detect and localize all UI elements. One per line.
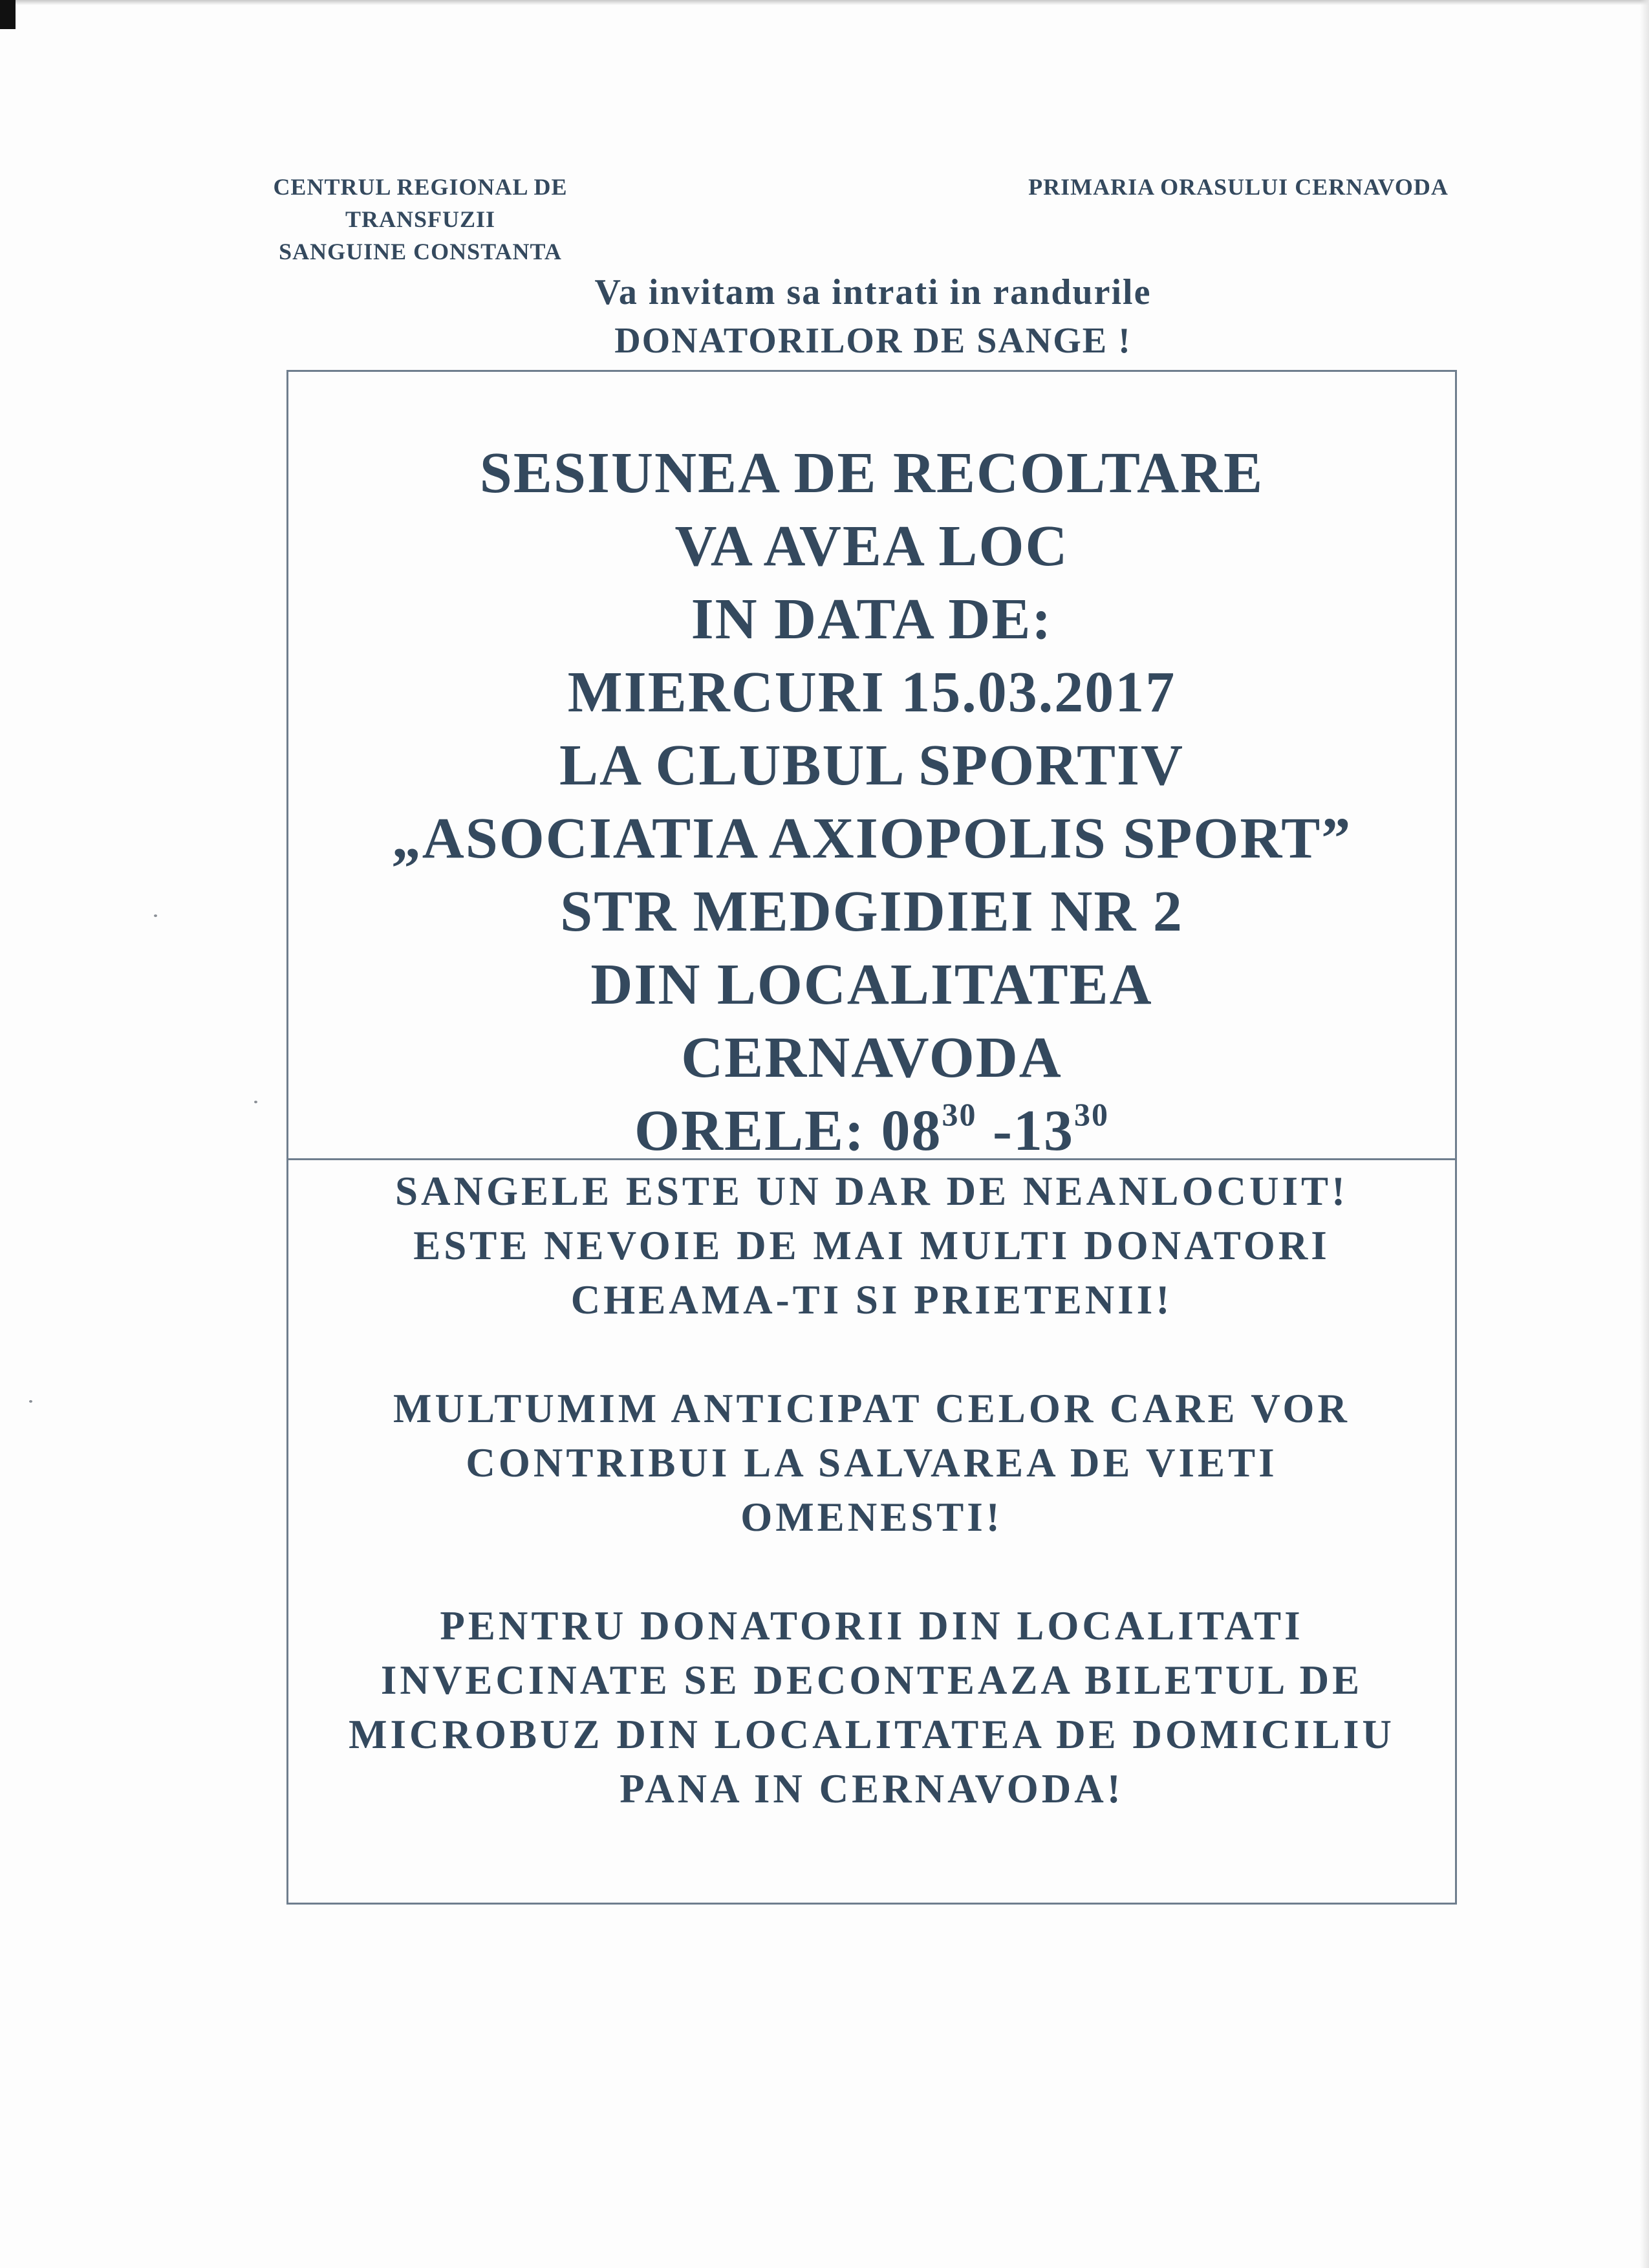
header-left-line: SANGUINE CONSTANTA [279,239,562,265]
message-line: ESTE NEVOIE DE MAI MULTI DONATORI [413,1223,1330,1268]
message-line: CHEAMA-TI SI PRIETENII! [570,1277,1173,1323]
invitation-line: DONATORILOR DE SANGE ! [614,321,1132,361]
invitation-line: Va invitam sa intrati in randurile [594,272,1152,312]
session-line: SESIUNEA DE RECOLTARE [479,441,1264,505]
session-line: LA CLUBUL SPORTIV [559,733,1185,797]
scan-speck [254,1101,257,1103]
message-line: PANA IN CERNAVODA! [620,1766,1124,1811]
scan-edge-right [1640,0,1649,2268]
session-address: STR MEDGIDIEI NR 2 [560,880,1183,944]
hours-start-minutes: 30 [942,1096,977,1132]
scan-speck [29,1400,32,1403]
session-announcement [288,437,1455,1167]
header-organizer-right: PRIMARIA ORASULUI CERNAVODA [1028,174,1449,200]
session-hours [288,1094,1455,1167]
notice-messages [288,1164,1455,1870]
hours-end-hour: 13 [1013,1099,1075,1163]
session-town: CERNAVODA [681,1026,1062,1090]
message-line: INVECINATE SE DECONTEAZA BILETUL DE [380,1658,1363,1703]
message-paragraph [288,1381,1455,1544]
hours-separator: - [976,1099,1014,1163]
header-left-line: CENTRUL REGIONAL DE TRANSFUZII [273,174,568,232]
message-paragraph [288,1599,1455,1816]
message-line: MULTUMIM ANTICIPAT CELOR CARE VOR [393,1386,1350,1431]
scan-edge-left [0,0,16,29]
message-line: PENTRU DONATORII DIN LOCALITATI [440,1603,1304,1648]
invitation-text [436,268,1310,365]
hours-start-hour: 08 [881,1099,942,1163]
header-organizer-left [272,171,569,268]
message-line: MICROBUZ DIN LOCALITATEA DE DOMICILIU [349,1712,1395,1757]
message-paragraph [288,1164,1455,1327]
session-date: MIERCURI 15.03.2017 [567,660,1176,724]
message-line: CONTRIBUI LA SALVAREA DE VIETI [466,1440,1278,1485]
scan-speck [154,914,157,917]
session-line: DIN LOCALITATEA [590,953,1153,1017]
hours-label: ORELE: [634,1099,881,1163]
scan-edge-top [0,0,1649,5]
hours-end-minutes: 30 [1074,1096,1110,1132]
message-line: OMENESTI! [740,1495,1003,1540]
session-venue: „ASOCIATIA AXIOPOLIS SPORT” [391,806,1352,870]
session-line: VA AVEA LOC [674,514,1069,578]
session-line: IN DATA DE: [691,587,1053,651]
message-line: SANGELE ESTE UN DAR DE NEANLOCUIT! [395,1169,1348,1214]
